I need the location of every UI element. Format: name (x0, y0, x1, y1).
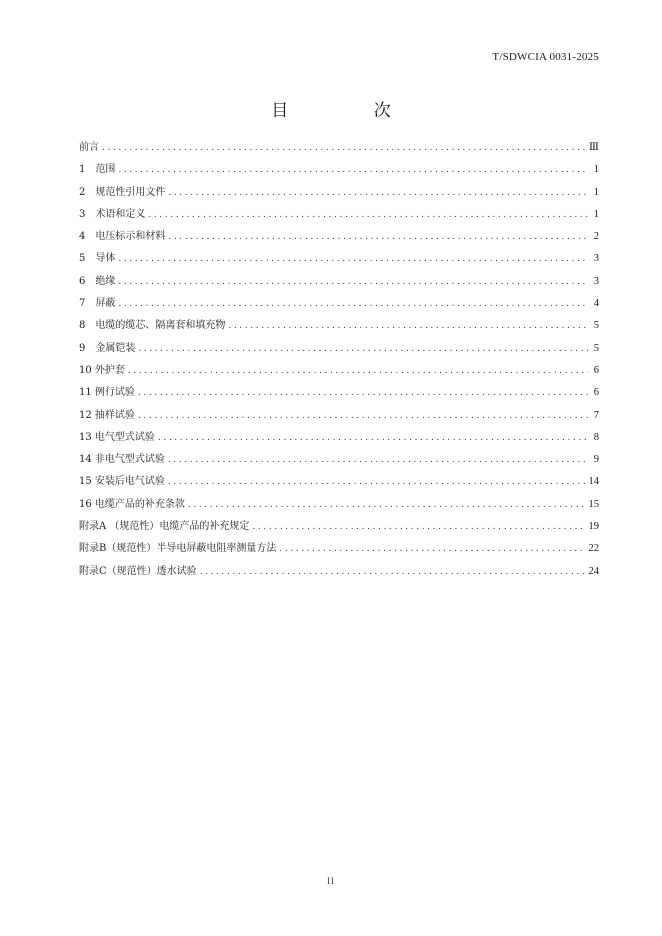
toc-entry-page: 5 (593, 320, 599, 332)
dot-leader (118, 293, 588, 315)
toc-entry-page: 3 (593, 253, 599, 265)
toc-entry-page: 4 (593, 298, 599, 310)
page-title: 目 次 (271, 101, 431, 121)
toc-entry-label: 6 绝缘 (79, 275, 116, 287)
dot-leader (158, 427, 588, 449)
toc-entry[interactable] (79, 226, 599, 248)
toc-entry-label: 15 安装后电气试验 (79, 476, 165, 488)
toc-entry[interactable] (79, 338, 599, 360)
toc-entry[interactable] (79, 159, 599, 181)
toc-entry[interactable] (79, 494, 599, 516)
toc-entry-page: 3 (593, 275, 599, 287)
toc-entry-page: Ⅲ (588, 142, 599, 153)
toc-entry-label: 11 例行试验 (79, 387, 135, 399)
dot-leader (148, 204, 588, 226)
toc-entry[interactable] (79, 538, 599, 560)
toc-entry-page: 6 (593, 364, 599, 376)
dot-leader (128, 360, 588, 382)
toc-entry[interactable] (79, 427, 599, 449)
dot-leader (168, 449, 588, 471)
toc-entry-page: 19 (588, 521, 599, 533)
dot-leader (118, 248, 588, 270)
toc-entry-label: 附录A （规范性）电缆产品的补充规定 (79, 521, 250, 533)
dot-leader (188, 494, 586, 516)
toc-entry[interactable] (79, 204, 599, 226)
dot-leader (118, 159, 588, 181)
dot-leader (228, 315, 588, 337)
dot-leader (138, 405, 588, 427)
toc-entry[interactable] (79, 137, 599, 159)
dot-leader (252, 516, 585, 538)
toc-entry-page: 8 (593, 431, 599, 443)
dot-leader (200, 561, 586, 583)
page-number: II (327, 876, 335, 886)
toc-entry-label: 4 电压标示和材料 (79, 231, 166, 243)
toc-entry-page: 22 (588, 543, 599, 555)
dot-leader (138, 382, 588, 404)
document-id: T/SDWCIA 0031-2025 (492, 51, 599, 63)
toc-entry[interactable] (79, 315, 599, 337)
toc-entry-label: 5 导体 (79, 253, 116, 265)
toc-entry[interactable] (79, 382, 599, 404)
toc-entry[interactable] (79, 471, 599, 493)
toc-entry-page: 1 (593, 208, 599, 220)
toc-entry-label: 7 屏蔽 (79, 298, 116, 310)
toc-entry-page: 6 (593, 387, 599, 399)
toc-entry-label: 附录B（规范性）半导电屏蔽电阻率测量方法 (79, 543, 277, 555)
toc-entry-label: 8 电缆的缆芯、隔离套和填充物 (79, 320, 226, 332)
toc-entry[interactable] (79, 405, 599, 427)
toc-entry-label: 9 金属铠装 (79, 342, 136, 354)
dot-leader (168, 182, 588, 204)
toc-entry-label: 3 术语和定义 (79, 208, 146, 220)
toc-entry-label: 10 外护套 (79, 364, 125, 376)
toc-entry-label: 16 电缆产品的补充条款 (79, 498, 185, 510)
toc-entry[interactable] (79, 271, 599, 293)
toc-entry[interactable] (79, 182, 599, 204)
toc-entry[interactable] (79, 293, 599, 315)
toc-entry-label: 前言 (79, 142, 99, 153)
table-of-contents (79, 137, 599, 583)
toc-entry[interactable] (79, 360, 599, 382)
dot-leader (118, 271, 588, 293)
toc-entry-label: 13 电气型式试验 (79, 431, 155, 443)
toc-entry-page: 1 (593, 164, 599, 176)
toc-entry-label: 2 规范性引用文件 (79, 186, 166, 198)
toc-entry-label: 附录C（规范性）透水试验 (79, 565, 197, 577)
toc-entry[interactable] (79, 248, 599, 270)
toc-entry-page: 24 (588, 565, 599, 577)
toc-entry-page: 9 (593, 454, 599, 466)
toc-entry-page: 14 (588, 476, 599, 488)
toc-entry-label: 1 范围 (79, 164, 116, 176)
toc-entry[interactable] (79, 449, 599, 471)
dot-leader (168, 471, 586, 493)
dot-leader (138, 338, 588, 360)
toc-entry-page: 5 (593, 342, 599, 354)
toc-entry-label: 14 非电气型式试验 (79, 454, 165, 466)
toc-entry-page: 7 (593, 409, 599, 421)
dot-leader (279, 538, 585, 560)
toc-entry-page: 2 (593, 231, 599, 243)
dot-leader (168, 226, 588, 248)
toc-entry-page: 15 (588, 498, 599, 510)
toc-entry[interactable] (79, 561, 599, 583)
toc-entry[interactable] (79, 516, 599, 538)
dot-leader (102, 137, 586, 159)
toc-entry-label: 12 抽样试验 (79, 409, 135, 421)
toc-entry-page: 1 (593, 186, 599, 198)
